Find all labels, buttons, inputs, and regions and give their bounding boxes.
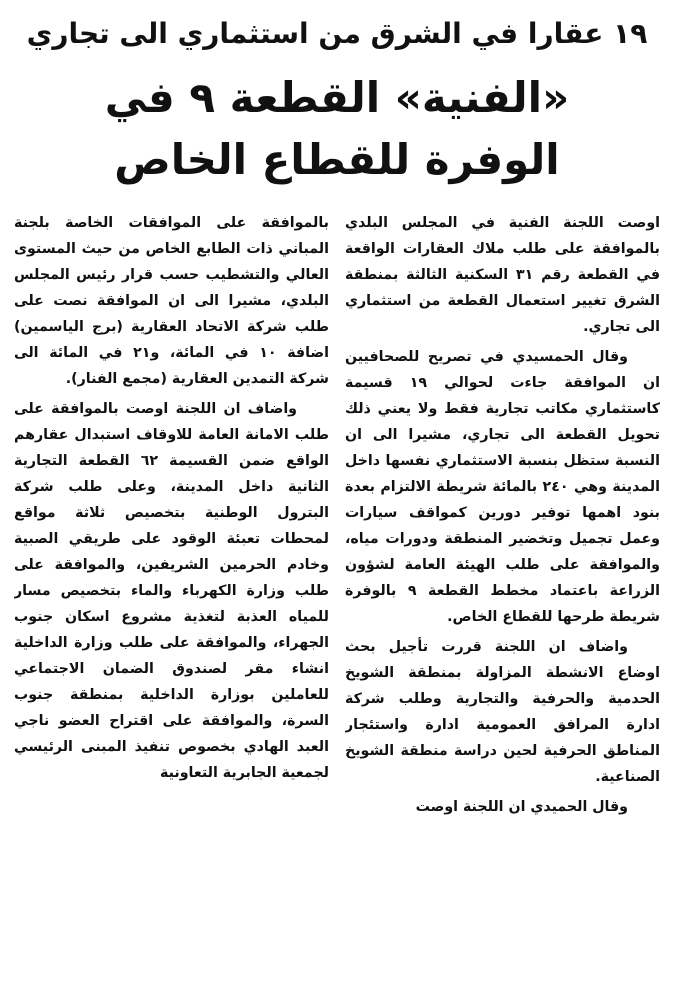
article-paragraph: وقال الحميدي ان اللجنة اوصت	[415, 799, 628, 815]
article-paragraph: وقال الحمسيدي في تصريح للصحافيين ان الموافقة جاءت لحوالي ١٩ قسيمة كاستثماري مكاتب تجارية فقط ولا يعني ذلك تحويل القطعة الى تجاري، مشيرا الى ان النسبة ستظل بنسبة الاستثماري نفسها داخل المدينة وهي ٢٤٠ بالمائة شريطة الالتزام بعدة بنود اهمها توفير دورين كمواقف سيارات وعمل تجميل وتخضير المنطقة ودورات مياه، والموافقة على طلب الهيئة العامة لشؤون الزراعة باعتماد مخطط القطعة ٩ بالوفرة شريطة طرحها للقطاع الخاص.	[345, 349, 660, 625]
article-paragraph: واضاف ان اللجنة اوصت بالموافقة على طلب الامانة العامة للاوقاف استبدال عقارهم الواقع ضمن القسيمة ٦٢ القطعة التجارية الثانية داخل المدينة، وعلى طلب شركة البترول الوطنية بتخصيص ثلاثة مواقع لمحطات تعبئة الوقود على طريقي الصبية وخادم الحرمين الشريفين، والموافقة على طلب وزارة الكهرباء والماء بتخصيص مسار للمياه العذبة لتغذية مشروع اسكان جنوب الجهراء، والموافقة على طلب وزارة الداخلية انشاء مقر لصندوق الضمان الاجتماعي للعاملين بوزارة الداخلية بمنطقة جنوب السرة، والموافقة على اقتراح العضو ناجي العبد الهادي بخصوص تنفيذ المبنى الرئيسي لجمعية الجابرية التعاونية	[14, 401, 329, 781]
article-paragraph: واضاف ان اللجنة قررت تأجيل بحث اوضاع الانشطة المزاولة بمنطقة الشويخ الحدمية والحرفية والتجارية وطلب شركة ادارة المرافق العمومية ادارة واستئجار المناطق الحرفية لحين دراسة منطقة الشويخ الصناعية.	[345, 639, 660, 785]
article-paragraph: بالموافقة على الموافقات الخاصة بلجنة المباني ذات الطابع الخاص من حيث المستوى العالي والتشطيب حسب قرار رئيس المجلس البلدي، مشيرا الى ان الموافقة نصت على طلب شركة الاتحاد العقارية (برج الياسمين) اضافة ١٠ في المائة، و٢١ في المائة الى شركة التمدين العقارية (مجمع الفنار).	[14, 215, 329, 387]
headline-line-2: الوفرة للقطاع الخاص	[114, 135, 560, 184]
article-body	[14, 210, 660, 998]
headline-kicker: ١٩ عقارا في الشرق من استثماري الى تجاري	[26, 17, 648, 50]
article-paragraph: اوصت اللجنة الفنية في المجلس البلدي بالموافقة على طلب ملاك العقارات الواقعة في القطعة رقم ٣١ السكنية الثالثة بمنطقة الشرق تغيير استعمال القطعة من استثماري الى تجاري.	[345, 215, 660, 335]
left-column	[14, 210, 329, 998]
headline-line-1: «الفنية» القطعة ٩ في	[104, 73, 570, 122]
right-column	[345, 210, 660, 998]
